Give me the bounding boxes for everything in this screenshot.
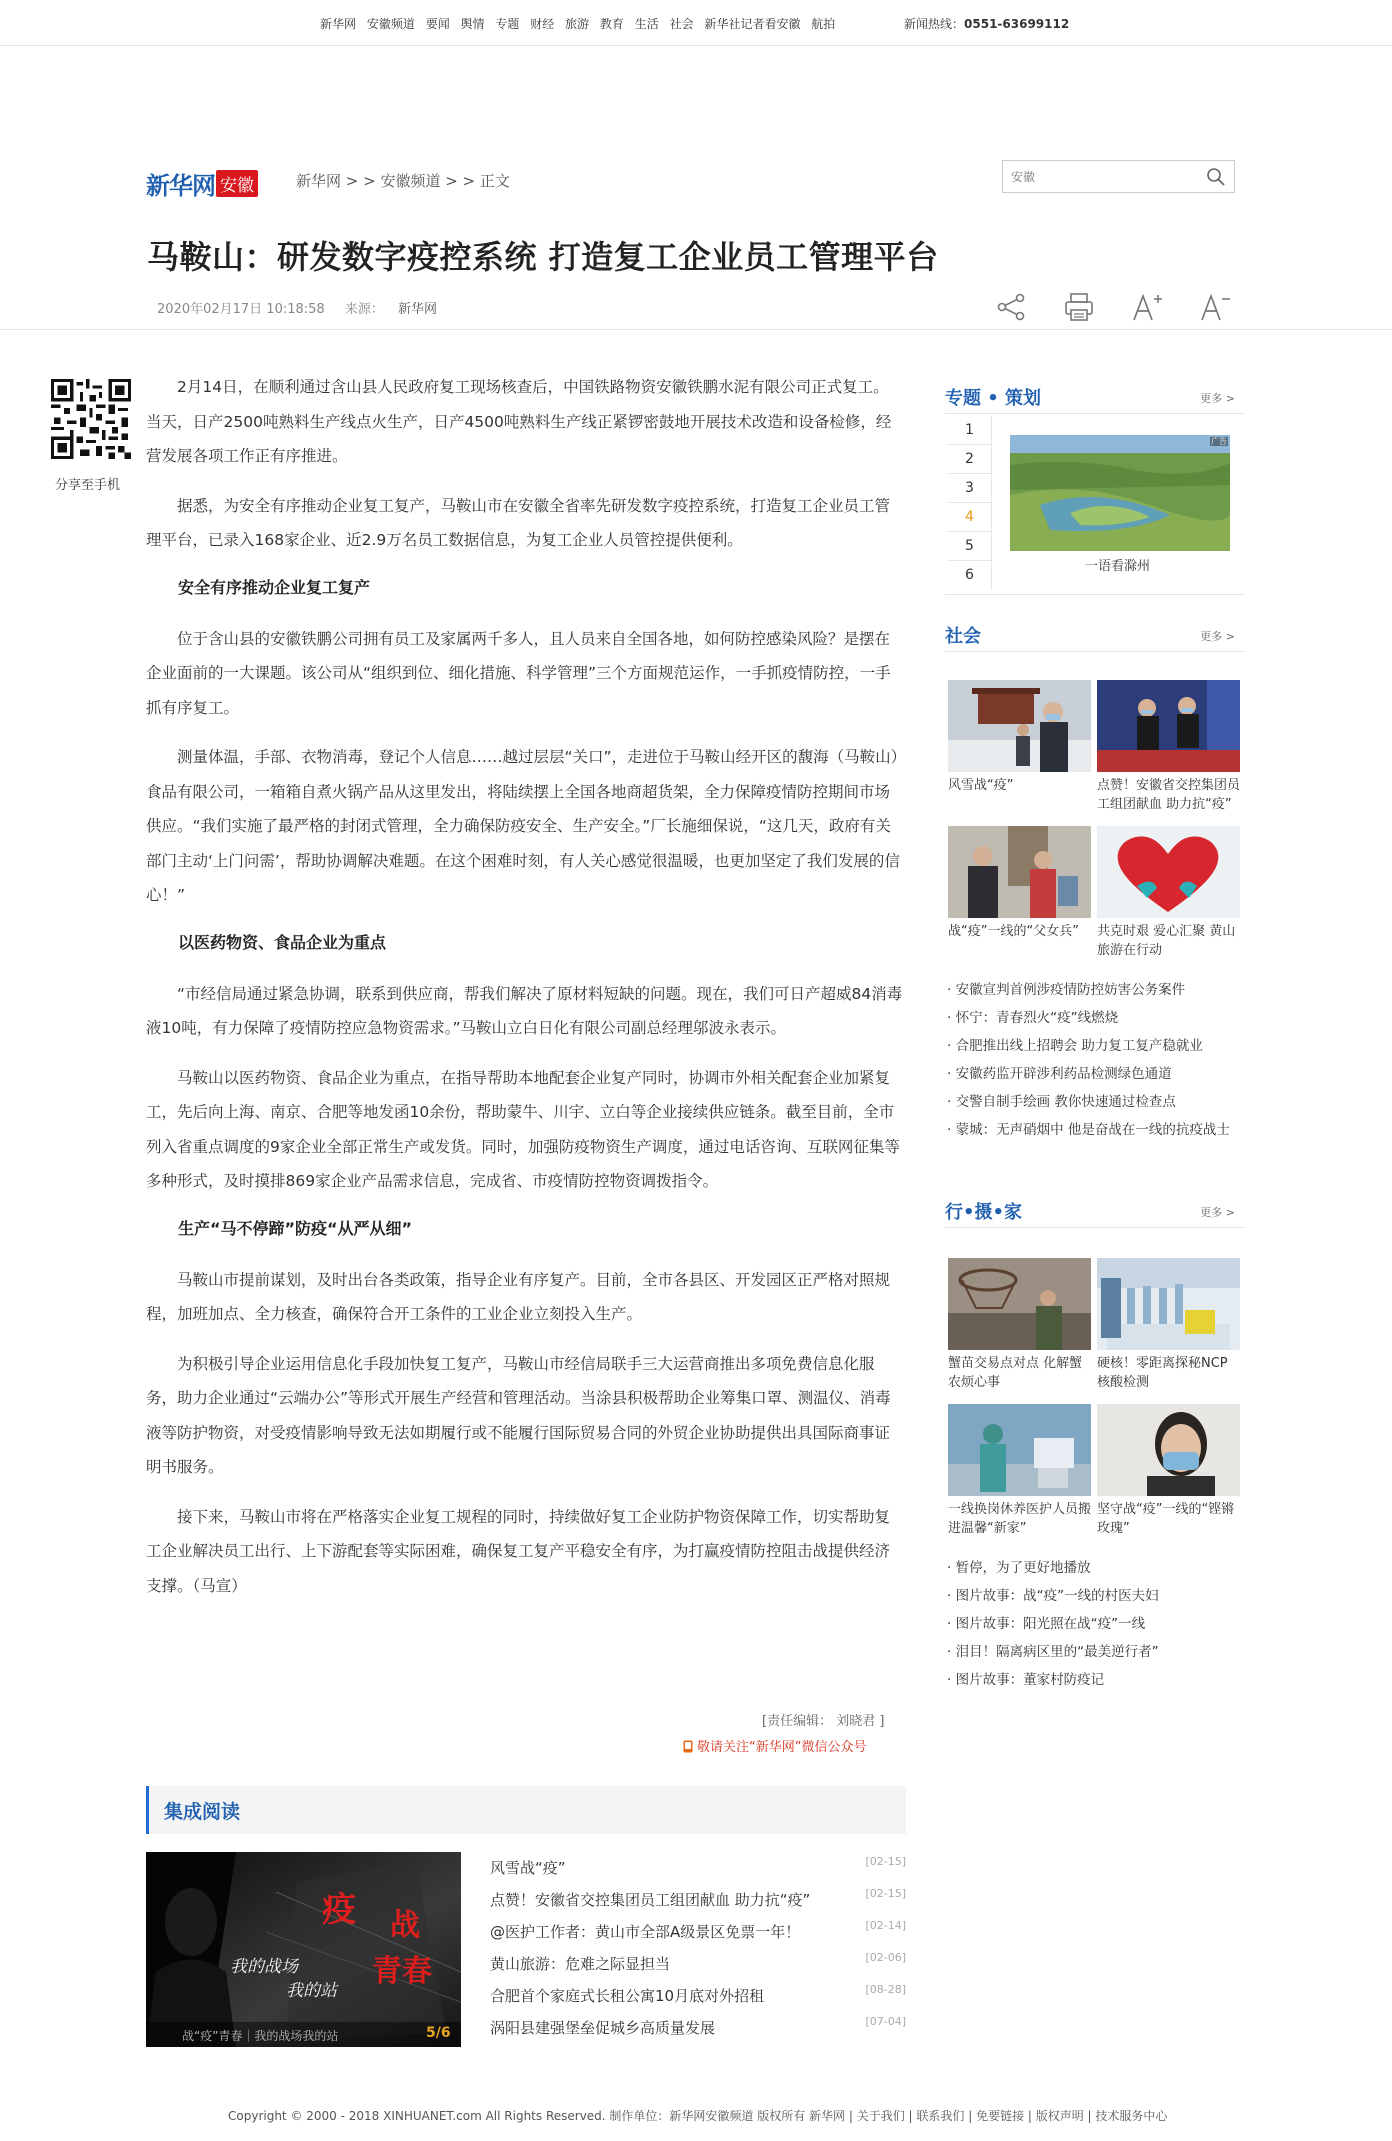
font-decrease-icon[interactable] bbox=[1198, 290, 1232, 324]
ad-tag: 广告 bbox=[1211, 437, 1227, 446]
site-logo[interactable] bbox=[146, 166, 258, 200]
related-reading-title: 集成阅读 bbox=[164, 1801, 241, 1823]
qr-code-icon bbox=[51, 379, 131, 459]
related-item[interactable] bbox=[490, 1980, 906, 2012]
related-list bbox=[490, 1852, 906, 2044]
society-news-list bbox=[945, 976, 1245, 1144]
society-photo-caption[interactable]: 共克时艰 爱心汇聚 黄山旅游在行动 bbox=[1097, 924, 1236, 958]
special-feature-image[interactable] bbox=[1010, 435, 1230, 551]
share-icon[interactable] bbox=[994, 290, 1028, 324]
more-link[interactable]: 更多 > bbox=[1200, 630, 1235, 643]
related-item[interactable] bbox=[490, 1916, 906, 1948]
top-nav-link[interactable]: 旅游 bbox=[565, 17, 590, 31]
phone-icon bbox=[683, 1740, 693, 1753]
related-item-title[interactable]: 涡阳县建强堡垒促城乡高质量发展 bbox=[490, 2019, 716, 2037]
sidebar-society-title[interactable]: 社会 bbox=[945, 626, 981, 647]
article-paragraph: 据悉，为安全有序推动企业复工复产，马鞍山市在安徽全省率先研发数字疫控系统，打造复工企业员工管理平台，已录入168家企业、近2.9万名员工数据信息，为复工企业人员管控提供便利。 bbox=[146, 496, 891, 549]
top-bar bbox=[0, 0, 1392, 46]
related-item-date: [02-15] bbox=[865, 1887, 906, 1900]
related-item-title[interactable]: 点赞！安徽省交控集团员工组团献血 助力抗“疫” bbox=[490, 1891, 811, 1909]
share-to-phone-label: 分享至手机 bbox=[55, 478, 121, 493]
article-paragraph: 为积极引导企业运用信息化手段加快复工复产，马鞍山市经信局联手三大运营商推出多项免费信息化服务，助力企业通过“云端办公”等形式开展生产经营和管理活动。当涂县积极帮助企业筹集口罩、测温仪、消毒液等防护物资，对受疫情影响导致无法如期履行或不能履行国际贸易合同的外贸企业协助提供出具国际商事证明书服务。 bbox=[146, 1354, 891, 1476]
wechat-follow-text: 敬请关注“新华网”微信公众号 bbox=[697, 1740, 867, 1755]
related-item-title[interactable]: @医护工作者：黄山市全部A级景区免票一年！ bbox=[490, 1923, 801, 1941]
print-icon[interactable] bbox=[1062, 290, 1096, 324]
related-item-date: [08-28] bbox=[865, 1983, 906, 1996]
related-item-date: [02-14] bbox=[865, 1919, 906, 1932]
society-photo-2[interactable] bbox=[1097, 680, 1240, 772]
photo-gallery-caption[interactable]: 蟹苗交易点对点 化解蟹农烦心事 bbox=[948, 1356, 1083, 1390]
hotline-number: 0551-63699112 bbox=[964, 17, 1070, 31]
related-item-title[interactable]: 风雪战“疫” bbox=[490, 1859, 566, 1877]
top-nav-link[interactable]: 财经 bbox=[530, 17, 555, 31]
top-nav-link[interactable]: 新华网 bbox=[320, 17, 357, 31]
special-tab[interactable]: 6 bbox=[948, 561, 992, 590]
related-item[interactable] bbox=[490, 2012, 906, 2044]
sidebar-photo-title[interactable]: 行•摄•家 bbox=[945, 1202, 1023, 1223]
photo-news-item[interactable]: · 泪目！隔离病区里的“最美逆行者” bbox=[947, 1644, 1159, 1660]
wechat-follow-link[interactable] bbox=[683, 1736, 866, 1755]
top-nav-link[interactable]: 航拍 bbox=[811, 17, 836, 31]
society-news-item[interactable]: · 交警自制手绘画 教你快速通过检查点 bbox=[947, 1094, 1176, 1110]
nurse-portrait-photo bbox=[1097, 1404, 1240, 1496]
snow-photo bbox=[948, 680, 1091, 772]
photo-gallery-caption[interactable]: 硬核！零距离探秘NCP核酸检测 bbox=[1097, 1356, 1228, 1390]
photo-gallery-1[interactable] bbox=[948, 1258, 1091, 1350]
top-nav-link[interactable]: 要闻 bbox=[425, 17, 450, 31]
sidebar-photo-header bbox=[945, 1198, 1245, 1228]
society-news-item[interactable]: · 安徽药监开辟涉利药品检测绿色通道 bbox=[947, 1066, 1172, 1082]
photo-gallery-caption[interactable]: 坚守战“疫”一线的“铿锵玫瑰” bbox=[1097, 1502, 1235, 1536]
related-item-date: [07-04] bbox=[865, 2015, 906, 2028]
article-body bbox=[146, 370, 904, 1618]
special-tab[interactable]: 5 bbox=[948, 532, 992, 561]
photo-gallery-caption[interactable]: 一线换岗休养医护人员搬进温馨“新家” bbox=[948, 1502, 1092, 1536]
slideshow-big-char: 疫 bbox=[322, 1890, 356, 1930]
search-box bbox=[1002, 160, 1235, 193]
landscape-picture bbox=[1010, 435, 1230, 551]
special-number-tabs bbox=[948, 416, 992, 590]
special-tab-active[interactable]: 4 bbox=[948, 503, 992, 532]
logo-region: 安徽 bbox=[216, 170, 258, 197]
society-photo-caption[interactable]: 风雪战“疫” bbox=[948, 778, 1014, 793]
top-nav bbox=[320, 15, 842, 32]
photo-news-item[interactable]: · 暂停，为了更好地播放 bbox=[947, 1560, 1091, 1576]
search-icon[interactable] bbox=[1206, 167, 1226, 187]
article-paragraph: “市经信局通过紧急协调，联系到供应商，帮我们解决了原材料短缺的问题。现在，我们可日产超威84消毒液10吨，有力保障了疫情防控应急物资需求。”马鞍山立白日化有限公司副总经理邬波永表示。 bbox=[146, 984, 903, 1037]
related-item-title[interactable]: 黄山旅游：危难之际显担当 bbox=[490, 1955, 671, 1973]
article-paragraph: 马鞍山市提前谋划，及时出台各类政策，指导企业有序复产。目前，全市各县区、开发园区正严格对照规程，加班加点、全力核查，确保符合开工条件的工业企业立刻投入生产。 bbox=[146, 1270, 891, 1323]
society-photo-caption[interactable]: 战“疫”一线的“父女兵” bbox=[948, 924, 1079, 939]
society-photo-4[interactable] bbox=[1097, 826, 1240, 918]
article-date: 2020年02月17日 10:18:58 bbox=[157, 302, 325, 317]
header-divider bbox=[0, 329, 1392, 330]
photo-gallery-3[interactable] bbox=[948, 1404, 1091, 1496]
blood-donation-photo bbox=[1097, 680, 1240, 772]
photo-news-item[interactable]: · 图片故事：阳光照在战“疫”一线 bbox=[947, 1616, 1146, 1632]
society-news-item[interactable]: · 蒙城：无声硝烟中 他是奋战在一线的抗疫战士 bbox=[947, 1122, 1230, 1138]
related-item[interactable] bbox=[490, 1948, 906, 1980]
article-paragraph: 位于含山县的安徽铁鹏公司拥有员工及家属两千多人，且人员来自全国各地，如何防控感染风险？是摆在企业面前的一大课题。该公司从“组织到位、细化措施、科学管理”三个方面规范运作，一手抓疫情防控，一手抓有序复工。 bbox=[146, 629, 891, 717]
news-hotline bbox=[904, 15, 1069, 32]
divider bbox=[945, 594, 1245, 595]
responsible-editor: [责任编辑： 刘晓君 ] bbox=[762, 1714, 885, 1729]
more-link[interactable]: 更多 > bbox=[1200, 1206, 1235, 1219]
medical-staff-photo bbox=[948, 1404, 1091, 1496]
article-paragraph: 接下来，马鞍山市将在严格落实企业复工规程的同时，持续做好复工企业防护物资保障工作，切实帮助复工企业解决员工出行、上下游配套等实际困难，确保复工复产平稳安全有序，为打赢疫情防控阻击战提供经济支撑。（马宣） bbox=[146, 1507, 891, 1595]
related-slideshow-image[interactable] bbox=[146, 1852, 461, 2047]
special-feature-caption[interactable]: 一语看滁州 bbox=[1085, 559, 1151, 574]
slideshow-big-char: 战 bbox=[390, 1908, 420, 1943]
lab-test-photo bbox=[1097, 1258, 1240, 1350]
photo-news-list bbox=[945, 1554, 1245, 1694]
top-nav-link[interactable]: 社会 bbox=[669, 17, 694, 31]
society-news-item[interactable]: · 合肥推出线上招聘会 助力复工复产稳就业 bbox=[947, 1038, 1203, 1054]
top-nav-link[interactable]: 新华社记者看安徽 bbox=[704, 17, 801, 31]
slideshow-subtitle: 我的站 bbox=[286, 1981, 337, 2001]
breadcrumb[interactable]: 新华网 > > 安徽频道 > > 正文 bbox=[296, 172, 510, 190]
sidebar-society-header bbox=[945, 622, 1245, 652]
article-subheading: 以医药物资、食品企业为重点 bbox=[178, 932, 387, 952]
society-photo-caption[interactable]: 点赞！安徽省交控集团员工组团献血 助力抗“疫” bbox=[1097, 778, 1240, 812]
photo-gallery-2[interactable] bbox=[1097, 1258, 1240, 1350]
top-nav-link[interactable]: 教育 bbox=[599, 17, 624, 31]
article-paragraph: 测量体温，手部、衣物消毒，登记个人信息……越过层层“关口”，走进位于马鞍山经开区的馥海（马鞍山）食品有限公司，一箱箱自煮火锅产品从这里发出，将陆续摆上全国各地商超货架，全力保障疫情防控期间市场供应。“我们实施了最严格的封闭式管理，全力确保防疫安全、生产安全。”厂长施细保说，“这几天，政府有关部门主动‘上门问需’，帮助协调解决难题。在这个困难时刻，有人关心感觉很温暖，也更加坚定了我们发展的信心！” bbox=[146, 748, 900, 904]
special-tab[interactable]: 1 bbox=[948, 416, 992, 445]
special-tab[interactable]: 2 bbox=[948, 445, 992, 474]
society-news-item[interactable]: · 怀宁：青春烈火“疫”线燃烧 bbox=[947, 1010, 1119, 1026]
article-subheading: 安全有序推动企业复工复产 bbox=[178, 577, 371, 597]
slideshow-caption: 战“疫”青春｜我的战场我的站 bbox=[182, 2029, 339, 2043]
article-subheading: 生产“马不停蹄”防疫“从严从细” bbox=[178, 1218, 413, 1238]
top-nav-link[interactable]: 安徽频道 bbox=[366, 17, 415, 31]
photo-news-item[interactable]: · 图片故事：董家村防疫记 bbox=[947, 1672, 1105, 1688]
source-label: 来源： bbox=[344, 302, 384, 317]
related-item-date: [02-06] bbox=[865, 1951, 906, 1964]
article-paragraph: 2月14日，在顺利通过含山县人民政府复工现场核查后，中国铁路物资安徽铁鹏水泥有限公司正式复工。当天，日产2500吨熟料生产线点火生产，日产4500吨熟料生产线正紧锣密鼓地开展技术改造和设备检修，经营发展各项工作正有序推进。 bbox=[146, 378, 892, 465]
slideshow-counter: 5/6 bbox=[426, 2025, 451, 2041]
top-nav-link[interactable]: 舆情 bbox=[460, 17, 485, 31]
article-paragraph: 马鞍山以医药物资、食品企业为重点，在指导帮助本地配套企业复产同时，协调市外相关配套企业加紧复工，先后向上海、南京、合肥等地发函10余份，帮助蒙牛、川宇、立白等企业接续供应链条。截至目前，全市列入省重点调度的9家企业全部正常生产或发货。同时，加强防疫物资生产调度，通过电话咨询、互联网征集等多种形式，及时摸排869家企业产品需求信息，完成省、市疫情防控物资调拨指令。 bbox=[146, 1068, 900, 1190]
article-meta bbox=[157, 298, 453, 317]
related-item-title[interactable]: 合肥首个家庭式长租公寓10月底对外招租 bbox=[490, 1987, 765, 2005]
society-photo-3[interactable] bbox=[948, 826, 1091, 918]
crab-market-photo bbox=[948, 1258, 1091, 1350]
slideshow-subtitle: 我的战场 bbox=[230, 1957, 298, 1977]
photo-news-item[interactable]: · 图片故事：战“疫”一线的村医夫妇 bbox=[947, 1588, 1159, 1604]
heart-icon bbox=[1097, 826, 1240, 918]
font-increase-icon[interactable] bbox=[1130, 290, 1164, 324]
special-tab[interactable]: 3 bbox=[948, 474, 992, 503]
hotline-label: 新闻热线： bbox=[904, 17, 965, 31]
slideshow-big-char: 青春 bbox=[372, 1954, 432, 1989]
article-source[interactable]: 新华网 bbox=[397, 302, 437, 317]
logo-main: 新华网 bbox=[146, 171, 215, 200]
photo-gallery-4[interactable] bbox=[1097, 1404, 1240, 1496]
more-link[interactable]: 更多 > bbox=[1200, 392, 1235, 405]
related-item-date: [02-15] bbox=[865, 1855, 906, 1868]
father-daughter-photo bbox=[948, 826, 1091, 918]
related-item[interactable] bbox=[490, 1884, 906, 1916]
sidebar-special-header bbox=[945, 384, 1245, 414]
top-nav-link[interactable]: 生活 bbox=[634, 17, 659, 31]
society-news-item[interactable]: · 安徽宣判首例涉疫情防控妨害公务案件 bbox=[947, 982, 1186, 998]
related-reading-header bbox=[146, 1786, 906, 1834]
sidebar-special-title[interactable]: 专题 • 策划 bbox=[945, 388, 1042, 409]
top-nav-link[interactable]: 专题 bbox=[495, 17, 520, 31]
society-photo-1[interactable] bbox=[948, 680, 1091, 772]
related-item[interactable] bbox=[490, 1852, 906, 1884]
search-input[interactable] bbox=[1003, 161, 1193, 192]
article-title: 马鞍山：研发数字疫控系统 打造复工企业员工管理平台 bbox=[147, 238, 939, 276]
page-footer: Copyright © 2000 - 2018 XINHUANET.com All Rights Reserved. 制作单位：新华网安徽频道 版权所有 新华网 | 关于我们 | 联系我们 | 免要链接 | 版权声明 | 技术服务中心 bbox=[228, 2109, 1168, 2123]
